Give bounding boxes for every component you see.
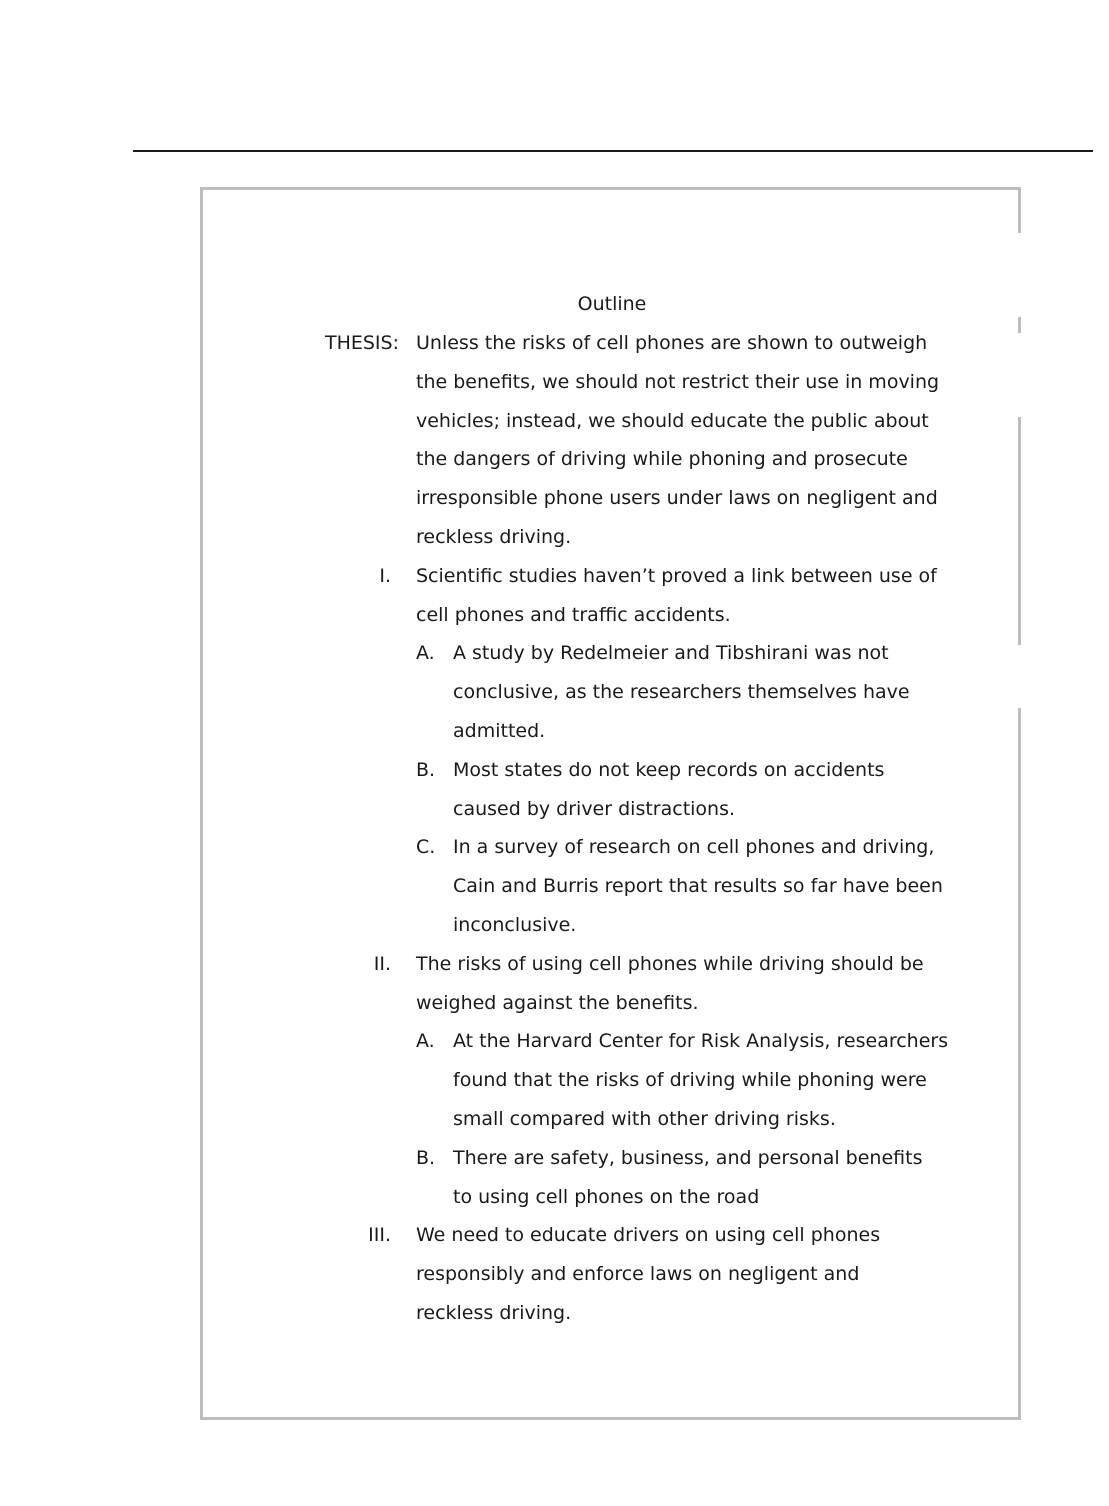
subitem-line: small compared with other driving risks. bbox=[453, 1108, 836, 1130]
page-frame-edge bbox=[1018, 417, 1021, 645]
subitem-line: A study by Redelmeier and Tibshirani was not bbox=[453, 642, 889, 665]
top-rule bbox=[133, 150, 1093, 152]
thesis-line: irresponsible phone users under laws on negligent and bbox=[416, 487, 938, 510]
thesis-line: reckless driving. bbox=[416, 526, 572, 548]
subitem-line: Cain and Burris report that results so far have been bbox=[453, 875, 943, 898]
subitem-line: admitted. bbox=[453, 720, 546, 742]
thesis-line: the benefits, we should not restrict their use in moving bbox=[416, 370, 940, 393]
section-line: reckless driving. bbox=[416, 1302, 572, 1324]
subitem-line: In a survey of research on cell phones and driving, bbox=[453, 836, 935, 859]
subitem-letter: B. bbox=[416, 758, 436, 781]
subitem-line: to using cell phones on the road bbox=[453, 1185, 760, 1208]
section-line: Scientific studies haven’t proved a link between use of bbox=[416, 564, 937, 587]
subitem-letter: C. bbox=[416, 836, 436, 859]
section-line: cell phones and traffic accidents. bbox=[416, 603, 731, 626]
subitem-line: There are safety, business, and personal benefits bbox=[453, 1146, 923, 1169]
outline-title: Outline bbox=[577, 293, 647, 315]
subitem-line: caused by driver distractions. bbox=[453, 797, 736, 820]
subitem-line: inconclusive. bbox=[453, 914, 577, 936]
thesis-line: vehicles; instead, we should educate the public about bbox=[416, 409, 929, 432]
section-line: The risks of using cell phones while driving should be bbox=[416, 952, 924, 975]
section-numeral: I. bbox=[379, 564, 391, 587]
page-frame-edge bbox=[1018, 708, 1021, 1417]
section-numeral: II. bbox=[373, 952, 391, 975]
thesis-line: Unless the risks of cell phones are shown to outweigh bbox=[416, 332, 928, 354]
section-line: weighed against the benefits. bbox=[416, 991, 699, 1014]
subitem-letter: A. bbox=[416, 1030, 435, 1053]
thesis-label: THESIS: bbox=[324, 332, 399, 354]
page-frame-edge bbox=[1018, 317, 1021, 333]
subitem-line: At the Harvard Center for Risk Analysis, researchers bbox=[453, 1030, 949, 1053]
section-numeral: III. bbox=[368, 1224, 391, 1247]
subitem-line: Most states do not keep records on accidents bbox=[453, 758, 885, 781]
subitem-letter: B. bbox=[416, 1146, 436, 1169]
page-frame-edge bbox=[1018, 187, 1021, 233]
thesis-line: the dangers of driving while phoning and prosecute bbox=[416, 448, 908, 471]
section-line: responsibly and enforce laws on negligent and bbox=[416, 1263, 860, 1286]
subitem-line: found that the risks of driving while phoning were bbox=[453, 1069, 927, 1092]
subitem-letter: A. bbox=[416, 642, 435, 665]
section-line: We need to educate drivers on using cell phones bbox=[416, 1224, 881, 1247]
subitem-line: conclusive, as the researchers themselves have bbox=[453, 681, 910, 704]
